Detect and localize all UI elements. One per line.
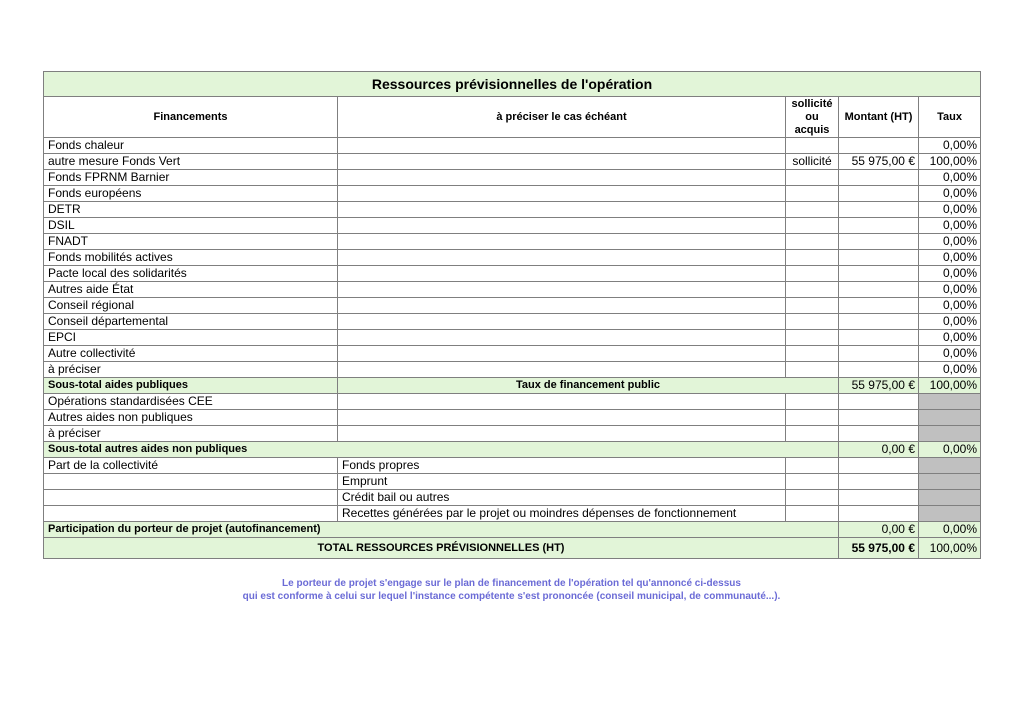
total-row <box>44 538 981 559</box>
status-cell[interactable] <box>786 458 839 474</box>
amount-cell[interactable] <box>839 282 919 298</box>
funding-label: autre mesure Fonds Vert <box>44 154 338 170</box>
rate-cell-disabled <box>919 426 981 442</box>
rate-cell: 0,00% <box>919 266 981 282</box>
detail-cell[interactable] <box>338 298 786 314</box>
rate-cell: 0,00% <box>919 346 981 362</box>
rate-cell: 0,00% <box>919 218 981 234</box>
funding-label: Part de la collectivité <box>44 458 338 474</box>
funding-label: Fonds FPRNM Barnier <box>44 170 338 186</box>
funding-label <box>44 474 338 490</box>
detail-label: Fonds propres <box>338 458 786 474</box>
rate-cell: 0,00% <box>919 186 981 202</box>
table-title: Ressources prévisionnelles de l'opération <box>44 72 981 97</box>
funding-label <box>44 490 338 506</box>
amount-cell[interactable] <box>839 202 919 218</box>
status-cell[interactable] <box>786 266 839 282</box>
amount-cell[interactable] <box>839 138 919 154</box>
funding-label: DETR <box>44 202 338 218</box>
self-funding-row <box>44 474 981 490</box>
rate-cell: 0,00% <box>919 298 981 314</box>
status-cell[interactable] <box>786 490 839 506</box>
commitment-note-line-1: Le porteur de projet s'engage sur le plan de financement de l'opération tel qu'annoncé ci-dessus <box>282 578 741 589</box>
subtotal-public-rate: 100,00% <box>919 378 981 394</box>
amount-cell[interactable] <box>839 458 919 474</box>
amount-cell[interactable] <box>839 170 919 186</box>
total-label: TOTAL RESSOURCES PRÉVISIONNELLES (HT) <box>44 538 839 559</box>
status-cell[interactable] <box>786 474 839 490</box>
funding-label: à préciser <box>44 426 338 442</box>
detail-cell[interactable] <box>338 346 786 362</box>
public-funding-row <box>44 346 981 362</box>
total-rate: 100,00% <box>919 538 981 559</box>
detail-cell[interactable] <box>338 266 786 282</box>
commitment-note <box>43 577 980 603</box>
header-preciser: à préciser le cas échéant <box>338 97 786 138</box>
public-funding-row <box>44 138 981 154</box>
self-funding-row <box>44 458 981 474</box>
rate-cell: 0,00% <box>919 250 981 266</box>
header-sollicite: sollicité ou acquis <box>786 97 839 138</box>
detail-cell[interactable] <box>338 410 786 426</box>
detail-label: Recettes générées par le projet ou moindres dépenses de fonctionnement <box>338 506 786 522</box>
public-funding-row <box>44 154 981 170</box>
amount-cell[interactable] <box>839 298 919 314</box>
public-funding-row <box>44 170 981 186</box>
amount-cell[interactable] <box>839 394 919 410</box>
rate-cell: 0,00% <box>919 138 981 154</box>
amount-cell[interactable] <box>839 186 919 202</box>
participation-amount: 0,00 € <box>839 522 919 538</box>
detail-cell[interactable] <box>338 218 786 234</box>
rate-cell: 0,00% <box>919 362 981 378</box>
rate-cell: 0,00% <box>919 202 981 218</box>
status-cell[interactable] <box>786 426 839 442</box>
rate-cell-disabled <box>919 458 981 474</box>
public-funding-row <box>44 298 981 314</box>
public-funding-row <box>44 202 981 218</box>
public-funding-row <box>44 186 981 202</box>
funding-label: Autres aides non publiques <box>44 410 338 426</box>
public-funding-row <box>44 330 981 346</box>
participation-row <box>44 522 981 538</box>
status-cell[interactable] <box>786 314 839 330</box>
subtotal-public-label: Sous-total aides publiques <box>44 378 338 394</box>
funding-label: Pacte local des solidarités <box>44 266 338 282</box>
rate-cell: 0,00% <box>919 314 981 330</box>
public-funding-row <box>44 314 981 330</box>
rate-cell: 0,00% <box>919 330 981 346</box>
status-cell[interactable] <box>786 330 839 346</box>
amount-cell[interactable] <box>839 346 919 362</box>
amount-cell[interactable] <box>839 362 919 378</box>
detail-cell[interactable] <box>338 202 786 218</box>
amount-cell[interactable] <box>839 506 919 522</box>
status-cell[interactable] <box>786 410 839 426</box>
rate-cell: 0,00% <box>919 170 981 186</box>
funding-label: Autres aide État <box>44 282 338 298</box>
amount-cell[interactable] <box>839 474 919 490</box>
public-funding-row <box>44 250 981 266</box>
detail-cell[interactable] <box>338 282 786 298</box>
amount-cell[interactable] <box>839 314 919 330</box>
rate-cell: 0,00% <box>919 234 981 250</box>
detail-cell[interactable] <box>338 170 786 186</box>
header-montant: Montant (HT) <box>839 97 919 138</box>
status-cell[interactable] <box>786 250 839 266</box>
header-row <box>44 97 981 138</box>
detail-label: Emprunt <box>338 474 786 490</box>
amount-cell[interactable]: 55 975,00 € <box>839 154 919 170</box>
status-cell[interactable] <box>786 218 839 234</box>
detail-cell[interactable] <box>338 138 786 154</box>
amount-cell[interactable] <box>839 426 919 442</box>
amount-cell[interactable] <box>839 490 919 506</box>
funding-label: EPCI <box>44 330 338 346</box>
self-funding-row <box>44 490 981 506</box>
public-rate-label: Taux de financement public <box>338 378 839 394</box>
participation-label: Participation du porteur de projet (autofinancement) <box>44 522 839 538</box>
rate-cell-disabled <box>919 410 981 426</box>
rate-cell-disabled <box>919 506 981 522</box>
amount-cell[interactable] <box>839 266 919 282</box>
rate-cell-disabled <box>919 474 981 490</box>
detail-cell[interactable] <box>338 186 786 202</box>
detail-cell[interactable] <box>338 154 786 170</box>
status-cell[interactable] <box>786 394 839 410</box>
rate-cell: 100,00% <box>919 154 981 170</box>
funding-label: à préciser <box>44 362 338 378</box>
subtotal-private-rate: 0,00% <box>919 442 981 458</box>
participation-rate: 0,00% <box>919 522 981 538</box>
status-cell[interactable]: sollicité <box>786 154 839 170</box>
public-funding-row <box>44 282 981 298</box>
total-amount: 55 975,00 € <box>839 538 919 559</box>
detail-cell[interactable] <box>338 362 786 378</box>
private-funding-row <box>44 394 981 410</box>
status-cell[interactable] <box>786 186 839 202</box>
rate-cell-disabled <box>919 394 981 410</box>
amount-cell[interactable] <box>839 234 919 250</box>
funding-label: Conseil régional <box>44 298 338 314</box>
funding-label: FNADT <box>44 234 338 250</box>
amount-cell[interactable] <box>839 330 919 346</box>
self-funding-row <box>44 506 981 522</box>
header-financements: Financements <box>44 97 338 138</box>
amount-cell[interactable] <box>839 410 919 426</box>
detail-cell[interactable] <box>338 330 786 346</box>
detail-label: Crédit bail ou autres <box>338 490 786 506</box>
amount-cell[interactable] <box>839 218 919 234</box>
detail-cell[interactable] <box>338 426 786 442</box>
funding-label: Autre collectivité <box>44 346 338 362</box>
status-cell[interactable] <box>786 506 839 522</box>
funding-label: Conseil départemental <box>44 314 338 330</box>
rate-cell-disabled <box>919 490 981 506</box>
status-cell[interactable] <box>786 234 839 250</box>
detail-cell[interactable] <box>338 314 786 330</box>
status-cell[interactable] <box>786 346 839 362</box>
status-cell[interactable] <box>786 202 839 218</box>
status-cell[interactable] <box>786 362 839 378</box>
table-title-row <box>44 72 981 97</box>
funding-label <box>44 506 338 522</box>
subtotal-private-label: Sous-total autres aides non publiques <box>44 442 839 458</box>
funding-label: Fonds européens <box>44 186 338 202</box>
funding-label: Opérations standardisées CEE <box>44 394 338 410</box>
header-taux: Taux <box>919 97 981 138</box>
subtotal-private-row <box>44 442 981 458</box>
subtotal-public-row <box>44 378 981 394</box>
status-cell[interactable] <box>786 170 839 186</box>
funding-label: Fonds chaleur <box>44 138 338 154</box>
subtotal-private-amount: 0,00 € <box>839 442 919 458</box>
public-funding-row <box>44 234 981 250</box>
commitment-note-line-2: qui est conforme à celui sur lequel l'instance compétente s'est prononcée (conseil municipal, de communauté...). <box>242 591 781 602</box>
funding-label: DSIL <box>44 218 338 234</box>
public-funding-row <box>44 218 981 234</box>
public-funding-row <box>44 266 981 282</box>
status-cell[interactable] <box>786 138 839 154</box>
subtotal-public-amount: 55 975,00 € <box>839 378 919 394</box>
status-cell[interactable] <box>786 298 839 314</box>
detail-cell[interactable] <box>338 250 786 266</box>
detail-cell[interactable] <box>338 394 786 410</box>
amount-cell[interactable] <box>839 250 919 266</box>
private-funding-row <box>44 426 981 442</box>
private-funding-row <box>44 410 981 426</box>
detail-cell[interactable] <box>338 234 786 250</box>
resources-table <box>43 71 981 559</box>
rate-cell: 0,00% <box>919 282 981 298</box>
funding-label: Fonds mobilités actives <box>44 250 338 266</box>
status-cell[interactable] <box>786 282 839 298</box>
public-funding-row <box>44 362 981 378</box>
